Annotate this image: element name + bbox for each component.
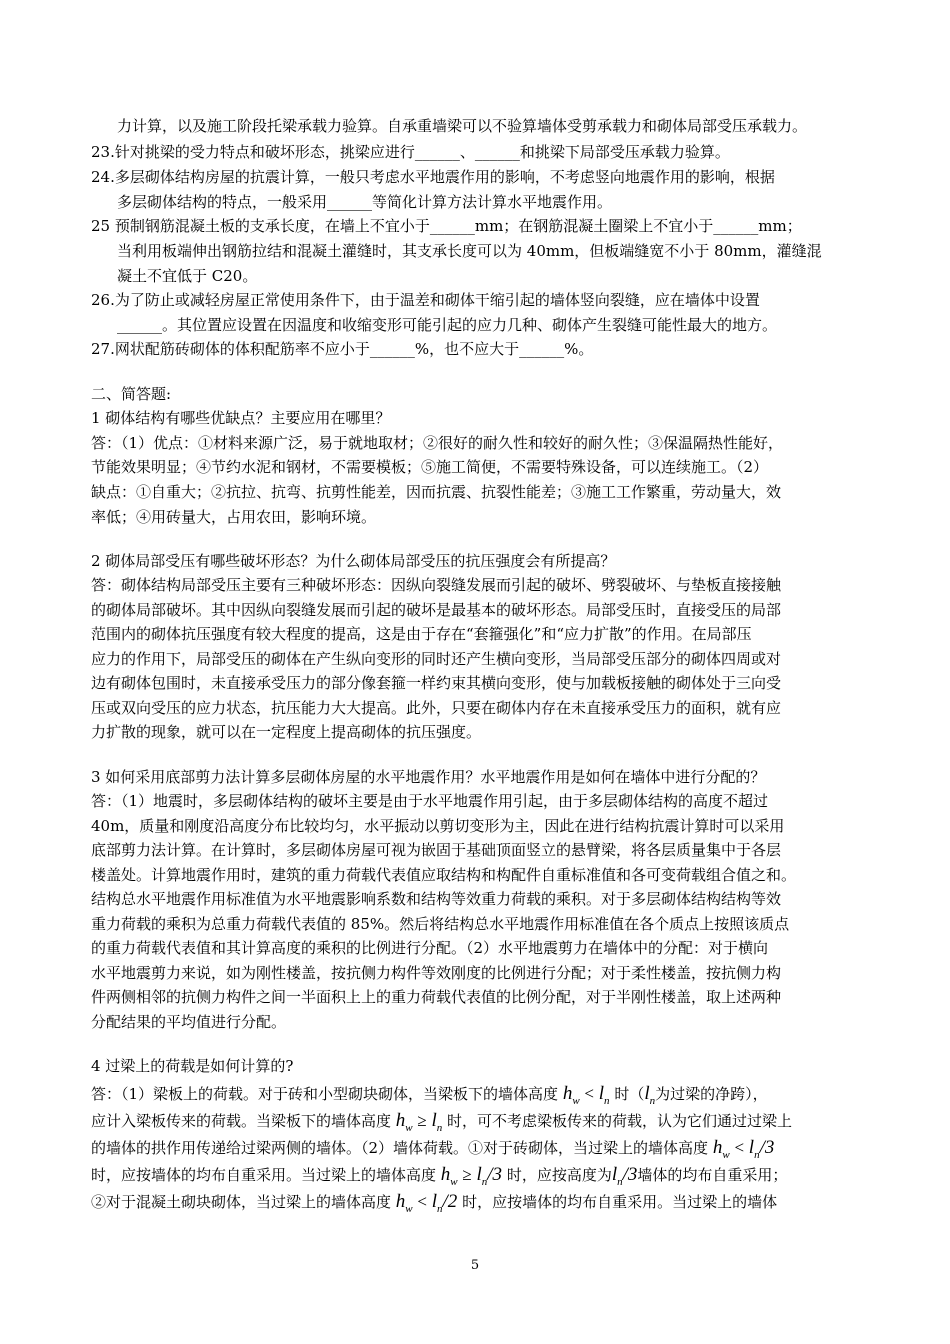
answer-3-line: 楼盖处。计算地震作用时，建筑的重力荷载代表值应取结构和构配件自重标准值和各可变荷载组合值之和。	[91, 866, 797, 884]
answer-3-line: 件两侧相邻的抗侧力构件之间一半面积上上的重力荷载代表值的比例分配，对于半刚性楼盖，取上述两种	[91, 988, 782, 1006]
fill-blank-25-cont: 当利用板端伸出钢筋拉结和混凝土灌缝时，其支承长度可以为 40mm，但板端缝宽不小于 80mm，灌缝混	[117, 242, 822, 260]
answer-3-line: 结构总水平地震作用标准值为水平地震影响系数和结构等效重力荷载的乘积。对于多层砌体结构结构等效	[91, 890, 782, 908]
fill-blank-25-cont: 凝土不宜低于 C20。	[117, 267, 258, 285]
answer-2-line: 压或双向受压的应力状态，抗压能力大大提高。此外，只要在砌体内存在未直接承受压力的面积，就有应	[91, 699, 782, 717]
answer-4-line: 答：（1）梁板上的荷载。对于砖和小型砌块砌体，当梁板下的墙体高度 $h_w < l_n$ 时（$l_n$为过梁的净跨），	[91, 1083, 768, 1107]
answer-4-line: 时，应按墙体的均布自重采用。当过梁上的墙体高度 $h_w \ge l_n/3$ 时，应按高度为$l_n/3$墙体的均布自重采用；	[91, 1164, 788, 1188]
fill-blank-24-cont: 多层砌体结构的特点，一般采用______等简化计算方法计算水平地震作用。	[117, 193, 613, 211]
answer-2-line: 边有砌体包围时，未直接承受压力的部分像套箍一样约束其横向变形，使与加载板接触的砌体处于三向受	[91, 674, 782, 692]
answer-3-line: 的重力荷载代表值和其计算高度的乘积的比例进行分配。（2）水平地震剪力在墙体中的分配：对于横向	[91, 939, 769, 957]
answer-2-line: 范围内的砌体抗压强度有较大程度的提高，这是由于存在“套箍强化”和“应力扩散”的作用。在局部压	[91, 625, 752, 643]
answer-2-line: 答：砌体结构局部受压主要有三种破坏形态：因纵向裂缝发展而引起的破坏、劈裂破坏、与垫板直接接触	[91, 576, 782, 594]
question-3: 3 如何采用底部剪力法计算多层砌体房屋的水平地震作用？水平地震作用是如何在墙体中进行分配的？	[91, 768, 766, 786]
answer-3-line: 答：（1）地震时，多层砌体结构的破坏主要是由于水平地震作用引起，由于多层砌体结构的高度不超过	[91, 792, 769, 810]
question-1: 1 砌体结构有哪些优缺点？主要应用在哪里？	[91, 409, 391, 427]
question-4: 4 过梁上的荷载是如何计算的?	[91, 1057, 294, 1075]
answer-4-line: 应计入梁板传来的荷载。当梁板下的墙体高度 $h_w \ge l_n$ 时，可不考虑梁板传来的荷载，认为它们通过过梁上	[91, 1110, 793, 1134]
formula-ln: $l_n$	[644, 1083, 656, 1107]
continuation-line: 力计算，以及施工阶段托梁承载力验算。自承重墙梁可以不验算墙体受剪承载力和砌体局部受压承载力。	[117, 117, 808, 135]
answer-4-line: ②对于混凝土砌块砌体，当过梁上的墙体高度 $h_w < l_n/2$ 时，应按墙体的均布自重采用。当过梁上的墙体	[91, 1191, 778, 1215]
answer-1-line: 缺点：①自重大；②抗拉、抗弯、抗剪性能差，因而抗震、抗裂性能差；③施工工作繁重，劳动量大，效	[91, 483, 782, 501]
fill-blank-24: 24.多层砌体结构房屋的抗震计算，一般只考虑水平地震作用的影响，不考虑竖向地震作用的影响，根据	[91, 168, 775, 186]
answer-3-line: 重力荷载的乘积为总重力荷载代表值的 85%。然后将结构总水平地震作用标准值在各个质点上按照该质点	[91, 915, 790, 933]
answer-4-line: 的墙体的拱作用传递给过梁两侧的墙体。（2）墙体荷载。①对于砖砌体，当过梁上的墙体高度 $h_w < l_n/3$	[91, 1137, 775, 1161]
fill-blank-27: 27.网状配筋砖砌体的体积配筋率不应小于______%，也不应大于______%。	[91, 340, 594, 358]
answer-2-line: 力扩散的现象，就可以在一定程度上提高砌体的抗压强度。	[91, 723, 482, 741]
formula-hw-ge-ln: $h_w \ge l_n$	[395, 1110, 443, 1134]
fill-blank-26: 26.为了防止或减轻房屋正常使用条件下，由于温差和砌体干缩引起的墙体竖向裂缝，应在墙体中设置	[91, 291, 760, 309]
answer-3-line: 分配结果的平均值进行分配。	[91, 1013, 287, 1031]
answer-2-line: 应力的作用下，局部受压的砌体在产生纵向变形的同时还产生横向变形，当局部受压部分的砌体四周或对	[91, 650, 782, 668]
formula-ln-3: $l_n/3$	[611, 1164, 638, 1188]
answer-1-line: 率低；④用砖量大，占用农田，影响环境。	[91, 508, 377, 526]
fill-blank-25: 25 预制钢筋混凝土板的支承长度，在墙上不宜小于______mm；在钢筋混凝土圈梁上不宜小于______mm；	[91, 217, 802, 235]
answer-3-line: 底部剪力法计算。在计算时，多层砌体房屋可视为嵌固于基础顶面竖立的悬臂梁，将各层质量集中于各层	[91, 841, 782, 859]
section-title: 二、简答题:	[91, 385, 172, 403]
answer-1-line: 答：（1）优点：①材料来源广泛，易于就地取材；②很好的耐久性和较好的耐久性；③保温隔热性能好，	[91, 434, 784, 452]
page-number: 5	[470, 1258, 480, 1273]
answer-3-line: 40m，质量和刚度沿高度分布比较均匀，水平振动以剪切变形为主，因此在进行结构抗震计算时可以采用	[91, 817, 785, 835]
formula-hw-ge-ln-3: $h_w \ge l_n/3$	[440, 1164, 503, 1188]
answer-1-line: 节能效果明显；④节约水泥和钢材，不需要模板；⑤施工简便，不需要特殊设备，可以连续施工。（2）	[91, 458, 769, 476]
formula-hw-lt-ln: $h_w < l_n$	[562, 1083, 610, 1107]
fill-blank-26-cont: ______。其位置应设置在因温度和收缩变形可能引起的应力几种、砌体产生裂缝可能性最大的地方。	[117, 316, 778, 334]
formula-hw-lt-ln-2: $h_w < l_n/2$	[395, 1191, 458, 1215]
fill-blank-23: 23.针对挑梁的受力特点和破坏形态，挑梁应进行______、______和挑梁下局部受压承载力验算。	[91, 143, 730, 161]
answer-2-line: 的砌体局部破坏。其中因纵向裂缝发展而引起的破坏是最基本的破坏形态。局部受压时，直接受压的局部	[91, 601, 782, 619]
answer-3-line: 水平地震剪力来说，如为刚性楼盖，按抗侧力构件等效刚度的比例进行分配；对于柔性楼盖，按抗侧力构	[91, 964, 782, 982]
question-2: 2 砌体局部受压有哪些破坏形态？为什么砌体局部受压的抗压强度会有所提高？	[91, 552, 616, 570]
formula-hw-lt-ln-3: $h_w < l_n/3$	[712, 1137, 775, 1161]
